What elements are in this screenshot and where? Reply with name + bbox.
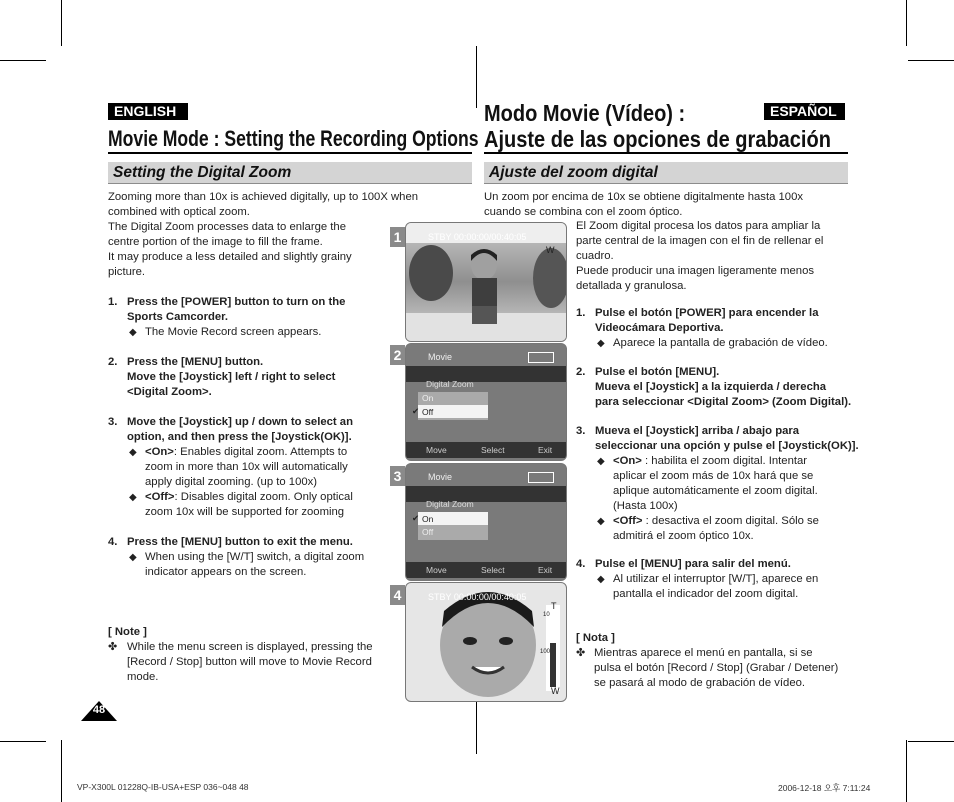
- spanish-note: [ Nota ] ✤ Mientras aparece el menú en pantalla, si se pulsa el botón [Record / Stop] (Grabar / Detener) se pasará al modo de grabación de vídeo.: [576, 631, 848, 691]
- intro-line: Zooming more than 10x is achieved digitally, up to 100X when: [108, 191, 419, 203]
- step-heading: <Digital Zoom>.: [127, 386, 212, 398]
- intro-line: The Digital Zoom processes data to enlarge the: [108, 221, 346, 233]
- diamond-bullet-icon: ◆: [129, 447, 137, 458]
- zoom-w-label: W: [546, 245, 555, 255]
- cross-bullet-icon: ✤: [576, 647, 586, 659]
- english-note: [ Note ] ✤ While the menu screen is displayed, pressing the [Record / Stop] button will move to Movie Record mode.: [108, 625, 393, 685]
- menu-title: Movie: [428, 472, 453, 482]
- nav-select: Select: [481, 445, 505, 455]
- step-number: 4.: [108, 536, 118, 548]
- battery-icon: [528, 472, 554, 483]
- screen-number-3: 3: [390, 466, 405, 486]
- intro-line: picture.: [108, 266, 146, 278]
- spanish-step-2: 2. Pulse el botón [MENU]. Mueva el [Joystick] a la izquierda / derecha para seleccionar <Digital Zoom> (Zoom Digital).: [576, 366, 852, 408]
- english-step-1: [108, 295, 393, 340]
- title-rule-right: [484, 152, 848, 154]
- nav-select: Select: [481, 565, 505, 575]
- zoom-bar-w: W: [551, 686, 560, 696]
- step-bullet: ◆ <On>: Enables digital zoom. Attempts to zoom in more than 10x will automatically apply digital zooming. (up to 100x): [129, 446, 348, 488]
- zoom-bar-10: 10: [543, 612, 550, 618]
- diamond-bullet-icon: ◆: [129, 327, 137, 338]
- spanish-section-header: [484, 162, 848, 184]
- camcorder-screen-4: [405, 582, 567, 702]
- step-bullet: ◆ <Off>: Disables digital zoom. Only optical zoom 10x will be supported for zooming: [129, 491, 353, 518]
- english-step-2: [108, 355, 393, 400]
- screen-number-1: 1: [390, 227, 405, 247]
- digital-zoom-label: Digital Zoom: [426, 499, 474, 509]
- crop-mark: [0, 741, 46, 742]
- camcorder-menu-screen-3: [405, 463, 567, 581]
- crop-mark: [61, 740, 62, 802]
- nav-exit: Exit: [538, 445, 553, 455]
- zoom-bar-100: 100: [540, 649, 551, 655]
- crop-mark: [908, 60, 954, 61]
- menu-option-on[interactable]: On: [422, 393, 434, 403]
- record-status: STBY 00:00:00/00:40:05: [428, 232, 527, 242]
- step-heading: Press the [MENU] button to exit the menu.: [127, 536, 353, 548]
- diamond-bullet-icon: ◆: [597, 338, 605, 349]
- diamond-bullet-icon: ◆: [597, 456, 605, 467]
- english-section-header: [108, 162, 472, 184]
- spanish-title-line1: Modo Movie (Vídeo) :: [484, 100, 686, 126]
- page-number: 48: [92, 704, 106, 716]
- diamond-bullet-icon: ◆: [597, 516, 605, 527]
- step-bullet: ◆ The Movie Record screen appears.: [129, 326, 322, 338]
- step-bullet: ◆ When using the [W/T] switch, a digital zoom indicator appears on the screen.: [129, 551, 365, 578]
- spanish-title-line2: Ajuste de las opciones de grabación: [484, 126, 831, 152]
- intro-line: It may produce a less detailed and slightly grainy: [108, 251, 352, 263]
- spanish-step-1: 1. Pulse el botón [POWER] para encender la Videocámara Deportiva. ◆ Aparece la pantalla de grabación de vídeo.: [576, 307, 828, 349]
- nav-exit: Exit: [538, 565, 553, 575]
- diamond-bullet-icon: ◆: [129, 492, 137, 503]
- crop-mark: [908, 741, 954, 742]
- record-status: STBY 00:00:00/00:40:05: [428, 592, 527, 602]
- espanol-badge: ESPAÑOL: [764, 103, 845, 120]
- spanish-intro-side: El Zoom digital procesa los datos para ampliar la parte central de la imagen con el fin de rellenar el cuadro. Puede producir una imagen ligeramente menos detallada y granulosa.: [576, 220, 824, 292]
- note-title: [ Note ]: [108, 626, 147, 638]
- step-heading: option, and then press the [Joystick(OK)].: [127, 431, 352, 443]
- step-heading: Move the [Joystick] up / down to select an: [127, 416, 353, 428]
- english-step-4: [108, 535, 393, 580]
- menu-option-off[interactable]: Off: [422, 527, 434, 537]
- step-heading: Press the [MENU] button.: [127, 356, 264, 368]
- footer-left: VP-X300L 01228Q-IB-USA+ESP 036~048 48: [77, 782, 249, 792]
- spanish-step-4: 4. Pulse el [MENU] para salir del menú. ◆ Al utilizar el interruptor [W/T], aparece en pantalla el indicador del zoom digital.: [576, 558, 819, 600]
- check-icon: ✔: [412, 406, 420, 416]
- crop-mark: [906, 740, 907, 802]
- check-icon: ✔: [412, 513, 420, 523]
- diamond-bullet-icon: ◆: [129, 552, 137, 563]
- step-heading: Press the [POWER] button to turn on the: [127, 296, 346, 308]
- english-intro: [108, 190, 438, 280]
- crop-mark: [61, 0, 62, 46]
- menu-title: Movie: [428, 352, 453, 362]
- spanish-section-title: Ajuste del zoom digital: [489, 164, 658, 181]
- digital-zoom-label: Digital Zoom: [426, 379, 474, 389]
- camcorder-screen-1: [405, 222, 567, 342]
- intro-line: combined with optical zoom.: [108, 206, 250, 218]
- english-badge: ENGLISH: [108, 103, 188, 120]
- intro-line: centre portion of the image to fill the frame.: [108, 236, 323, 248]
- note-title: [ Nota ]: [576, 632, 615, 644]
- menu-option-off[interactable]: Off: [422, 407, 434, 417]
- step-heading: Move the [Joystick] left / right to select: [127, 371, 336, 383]
- crop-mark: [906, 0, 907, 46]
- step-number: 2.: [108, 356, 118, 368]
- step-number: 3.: [108, 416, 118, 428]
- center-crop-mark: [476, 46, 477, 108]
- spanish-intro-top: Un zoom por encima de 10x se obtiene digitalmente hasta 100x cuando se combina con el zoom óptico.: [484, 191, 804, 218]
- english-section-title: Setting the Digital Zoom: [113, 164, 292, 181]
- screen-number-2: 2: [390, 345, 405, 365]
- step-heading: Sports Camcorder.: [127, 311, 229, 323]
- footer-right: 2006-12-18 오후 7:11:24: [778, 783, 871, 793]
- spanish-step-3: 3. Mueva el [Joystick] arriba / abajo para seleccionar una opción y pulse el [Joystick(OK)]. ◆ <On> : habilita el zoom digital. Intentar aplicar el zoom más de 10x hará que se aplique automáticamente el zoom digital. (Hasta 100x) ◆ <Off> : desactiva el zoom digital. Sólo se admitirá el zoom óptico 10x.: [576, 425, 859, 542]
- cross-bullet-icon: ✤: [108, 641, 118, 653]
- zoom-bar-t: T: [551, 601, 557, 611]
- menu-option-on[interactable]: On: [422, 514, 434, 524]
- camcorder-menu-screen-2: [405, 343, 567, 461]
- step-number: 1.: [108, 296, 118, 308]
- nav-move: Move: [426, 445, 447, 455]
- english-step-3: [108, 415, 393, 520]
- battery-icon: [528, 352, 554, 363]
- title-rule-left: [108, 152, 472, 154]
- screen-number-4: 4: [390, 585, 405, 605]
- crop-mark: [0, 60, 46, 61]
- english-title: Movie Mode : Setting the Recording Options: [108, 126, 479, 151]
- nav-move: Move: [426, 565, 447, 575]
- diamond-bullet-icon: ◆: [597, 574, 605, 585]
